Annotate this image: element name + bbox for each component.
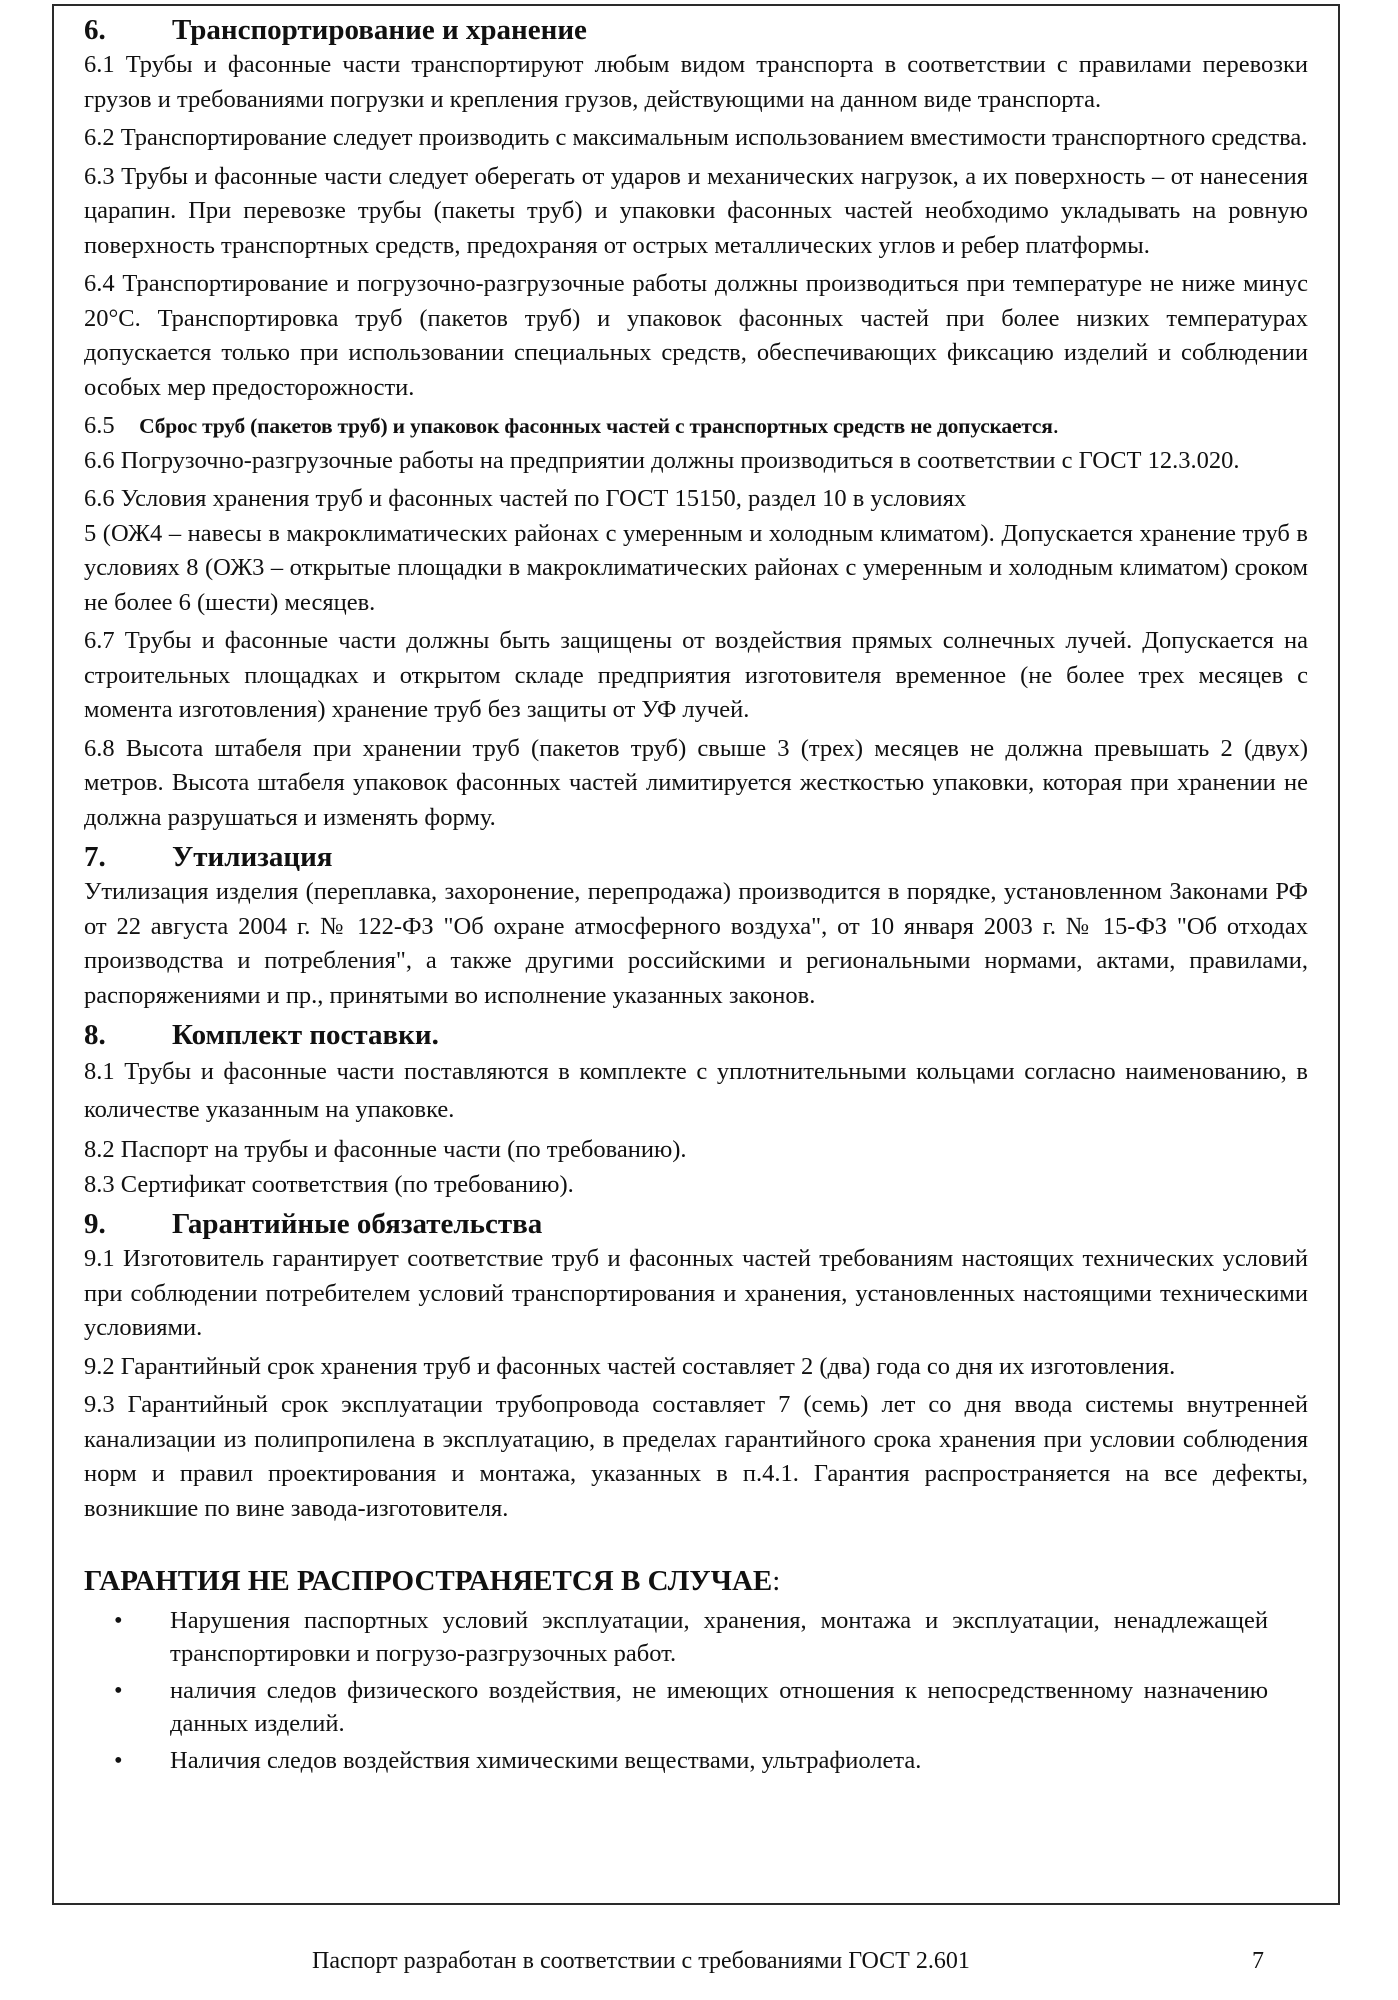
- section-number: 9.: [84, 1208, 106, 1240]
- section-7-heading: [84, 839, 1308, 875]
- paragraph-6-7: 6.7 Трубы и фасонные части должны быть защищены от воздействия прямых солнечных лучей. Допускается на строительных площадках и открытом складе предприятия изготовителя временное (не более трех месяцев с момента изготовления) хранение труб без защиты от УФ лучей.: [84, 627, 1308, 723]
- footer-text: Паспорт разработан в соответствии с требованиями ГОСТ 2.601: [312, 1948, 970, 1974]
- heading-text: ГАРАНТИЯ НЕ РАСПРОСТРАНЯЕТСЯ В СЛУЧАЕ: [84, 1565, 773, 1597]
- bullet-icon: •: [114, 1677, 123, 1704]
- section-title: Утилизация: [172, 841, 333, 873]
- paragraph-number: 6.5: [84, 412, 115, 439]
- bullet-icon: •: [114, 1747, 123, 1774]
- heading-colon: :: [772, 1565, 781, 1597]
- paragraph-6-5: [84, 409, 1308, 444]
- bullet-icon: •: [114, 1607, 123, 1634]
- list-item: [84, 1744, 1308, 1777]
- section-number: 6.: [84, 14, 106, 46]
- section-title: Транспортирование и хранение: [172, 14, 587, 46]
- paragraph-6-6: 6.6 Погрузочно-разгрузочные работы на предприятии должны производиться в соответствии с ГОСТ 12.3.020.: [84, 446, 1240, 474]
- paragraph-6-6b-line1: 6.6 Условия хранения труб и фасонных частей по ГОСТ 15150, раздел 10 в условиях: [84, 485, 967, 512]
- list-item-text: Нарушения паспортных условий эксплуатации, хранения, монтажа и эксплуатации, ненадлежащей транспортировки и погрузо-разгрузочных работ.: [170, 1607, 1268, 1667]
- section-title: Комплект поставки.: [172, 1019, 439, 1051]
- paragraph-9-1: 9.1 Изготовитель гарантирует соответствие труб и фасонных частей требованиям настоящих технических условий при соблюдении потребителем условий транспортирования и хранения, установленных настоящими техническими условиями.: [84, 1245, 1308, 1341]
- list-item: [84, 1674, 1308, 1740]
- list-item-text: Наличия следов воздействия химическими веществами, ультрафиолета.: [170, 1747, 922, 1774]
- paragraph-6-2: 6.2 Транспортирование следует производить с максимальным использованием вместимости транспортного средства.: [84, 124, 1308, 151]
- list-item: [84, 1604, 1308, 1670]
- paragraph-8-1: 8.1 Трубы и фасонные части поставляются в комплекте с уплотнительными кольцами согласно наименованию, в количестве указанным на упаковке.: [84, 1058, 1308, 1123]
- paragraph-6-6b-rest: 5 (ОЖ4 – навесы в макроклиматических районах с умеренным и холодным климатом). Допускается хранение труб в условиях 8 (ОЖ3 – открытые площадки в макроклиматических районах с умеренным и холодным климатом) сроком не более 6 (шести) месяцев.: [84, 519, 1308, 616]
- section-number: 7.: [84, 841, 106, 873]
- page-number: 7: [1252, 1948, 1264, 1974]
- paragraph-6-4: 6.4 Транспортирование и погрузочно-разгрузочные работы должны производиться при температуре не ниже минус 20°С. Транспортировка труб (пакетов труб) и упаковок фасонных частей при более низких температурах допускается только при использовании специальных средств, обеспечивающих фиксацию изделий и соблюдении особых мер предосторожности.: [84, 270, 1308, 401]
- section-8-heading: [84, 1017, 1308, 1053]
- section-title: Гарантийные обязательства: [172, 1208, 543, 1240]
- warranty-exclusions-list: [84, 1604, 1308, 1777]
- paragraph-9-3: 9.3 Гарантийный срок эксплуатации трубопровода составляет 7 (семь) лет со дня ввода системы внутренней канализации из полипропилена в эксплуатацию, в пределах гарантийного срока хранения при условии соблюдения норм и правил проектирования и монтажа, указанных в п.4.1. Гарантия распространяется на все дефекты, возникшие по вине завода-изготовителя.: [84, 1391, 1308, 1522]
- paragraph-6-1: 6.1 Трубы и фасонные части транспортируют любым видом транспорта в соответствии с правилами перевозки грузов и требованиями погрузки и крепления грузов, действующими на данном виде транспорта.: [84, 51, 1308, 113]
- document-body: [84, 12, 1308, 1781]
- section-number: 8.: [84, 1019, 106, 1051]
- warranty-exclusions-heading: [84, 1562, 1308, 1600]
- period: .: [1052, 412, 1059, 439]
- list-item-text: наличия следов физического воздействия, не имеющих отношения к непосредственному назначению данных изделий.: [170, 1677, 1268, 1737]
- paragraph-6-3: 6.3 Трубы и фасонные части следует оберегать от ударов и механических нагрузок, а их поверхность – от нанесения царапин. При перевозке трубы (пакеты труб) и упаковки фасонных частей необходимо укладывать на ровную поверхность транспортных средств, предохраняя от острых металлических углов и ребер платформы.: [84, 162, 1308, 259]
- bold-statement: Сброс труб (пакетов труб) и упаковок фасонных частей с транспортных средств не допускается: [139, 414, 1053, 438]
- paragraph-9-2: 9.2 Гарантийный срок хранения труб и фасонных частей составляет 2 (два) года со дня их изготовления.: [84, 1352, 1176, 1380]
- paragraph-7: Утилизация изделия (переплавка, захоронение, перепродажа) производится в порядке, установленном Законами РФ от 22 августа 2004 г. № 122-ФЗ "Об охране атмосферного воздуха", от 10 января 2003 г. № 15-ФЗ "Об отходах производства и потребления", а также другими российскими и региональными нормами, актами, правилами, распоряжениями и пр., принятыми во исполнение указанных законов.: [84, 878, 1308, 1009]
- paragraph-8-3: 8.3 Сертификат соответствия (по требованию).: [84, 1170, 574, 1198]
- section-9-heading: [84, 1206, 1308, 1242]
- paragraph-8-2: 8.2 Паспорт на трубы и фасонные части (по требованию).: [84, 1136, 687, 1163]
- section-6-heading: [84, 12, 1308, 48]
- paragraph-6-8: 6.8 Высота штабеля при хранении труб (пакетов труб) свыше 3 (трех) месяцев не должна превышать 2 (двух) метров. Высота штабеля упаковок фасонных частей лимитируется жесткостью упаковки, которая при хранении не должна разрушаться и изменять форму.: [84, 734, 1308, 831]
